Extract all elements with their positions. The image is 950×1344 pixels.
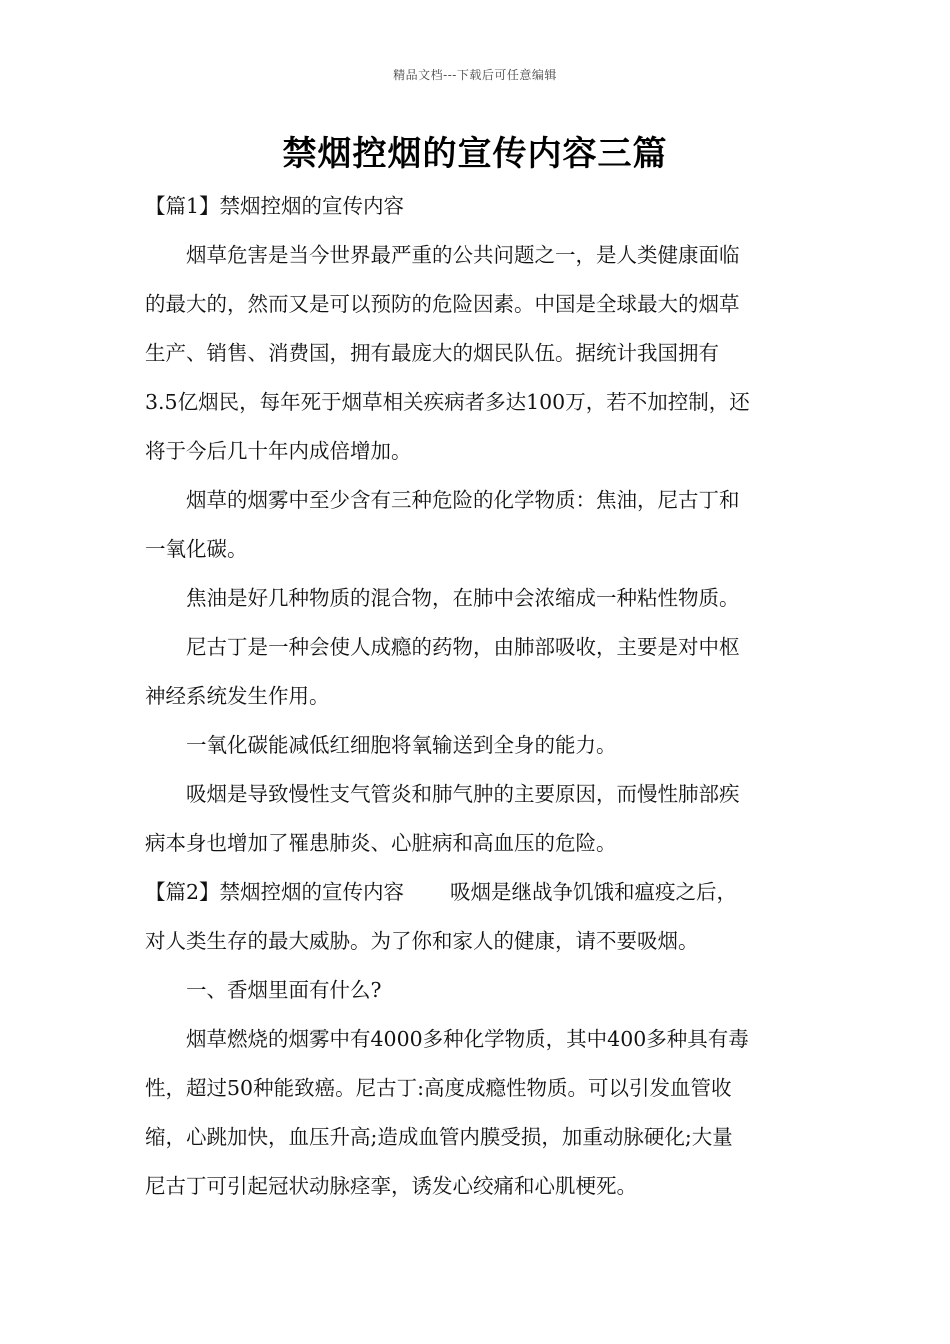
- text-line: 3.5亿烟民，每年死于烟草相关疾病者多达100万，若不加控制，还: [145, 390, 750, 414]
- document-body: [145, 182, 810, 1211]
- document-title: 禁烟控烟的宣传内容三篇: [282, 134, 668, 174]
- section-2-heading: 【篇2】禁烟控烟的宣传内容: [145, 880, 405, 904]
- text-line: 一、香烟里面有什么?: [186, 978, 382, 1002]
- section-1-paragraph-3: [145, 574, 810, 623]
- text-line: 性，超过50种能致癌。尼古丁:高度成瘾性物质。可以引发血管收: [145, 1076, 732, 1100]
- section-2-heading-continuation: [145, 917, 810, 966]
- text-line: 病本身也增加了罹患肺炎、心脏病和高血压的危险。: [145, 831, 617, 855]
- section-1-paragraph-4: [145, 623, 810, 721]
- text-line: 烟草危害是当今世界最严重的公共问题之一，是人类健康面临: [186, 243, 740, 267]
- text-line: 一氧化碳能减低红细胞将氧输送到全身的能力。: [186, 733, 617, 757]
- text-line: 生产、销售、消费国，拥有最庞大的烟民队伍。据统计我国拥有: [145, 341, 719, 365]
- text-line: 烟草的烟雾中至少含有三种危险的化学物质：焦油，尼古丁和: [186, 488, 740, 512]
- section-1-paragraph-2: [145, 476, 810, 574]
- text-line: 一氧化碳。: [145, 537, 248, 561]
- text-line: 焦油是好几种物质的混合物，在肺中会浓缩成一种粘性物质。: [186, 586, 740, 610]
- text-line: 的最大的，然而又是可以预防的危险因素。中国是全球最大的烟草: [145, 292, 740, 316]
- section-1-paragraph-5: [145, 721, 810, 770]
- text-line: 尼古丁可引起冠状动脉痉挛，诱发心绞痛和心肌梗死。: [145, 1174, 637, 1198]
- text-line: 缩，心跳加快，血压升高;造成血管内膜受损，加重动脉硬化;大量: [145, 1125, 733, 1149]
- section-1-paragraph-6: [145, 770, 810, 868]
- text-line: 尼古丁是一种会使人成瘾的药物，由肺部吸收，主要是对中枢: [186, 635, 740, 659]
- section-2-paragraph-2: [145, 1015, 810, 1211]
- text-line: 将于今后几十年内成倍增加。: [145, 439, 412, 463]
- section-1-heading: 【篇1】禁烟控烟的宣传内容: [145, 194, 405, 218]
- section-1-paragraph-1: [145, 231, 810, 476]
- section-2-heading-tail: 吸烟是继战争饥饿和瘟疫之后，: [450, 880, 738, 904]
- header-watermark: 精品文档---下载后可任意编辑: [393, 68, 557, 82]
- section-2-paragraph-1: [145, 966, 810, 1015]
- text-line: 对人类生存的最大威胁。为了你和家人的健康，请不要吸烟。: [145, 929, 699, 953]
- section-2-heading-line: [145, 868, 810, 917]
- text-line: 神经系统发生作用。: [145, 684, 330, 708]
- text-line: 烟草燃烧的烟雾中有4000多种化学物质，其中400多种具有毒: [186, 1027, 749, 1051]
- text-line: 吸烟是导致慢性支气管炎和肺气肿的主要原因，而慢性肺部疾: [186, 782, 740, 806]
